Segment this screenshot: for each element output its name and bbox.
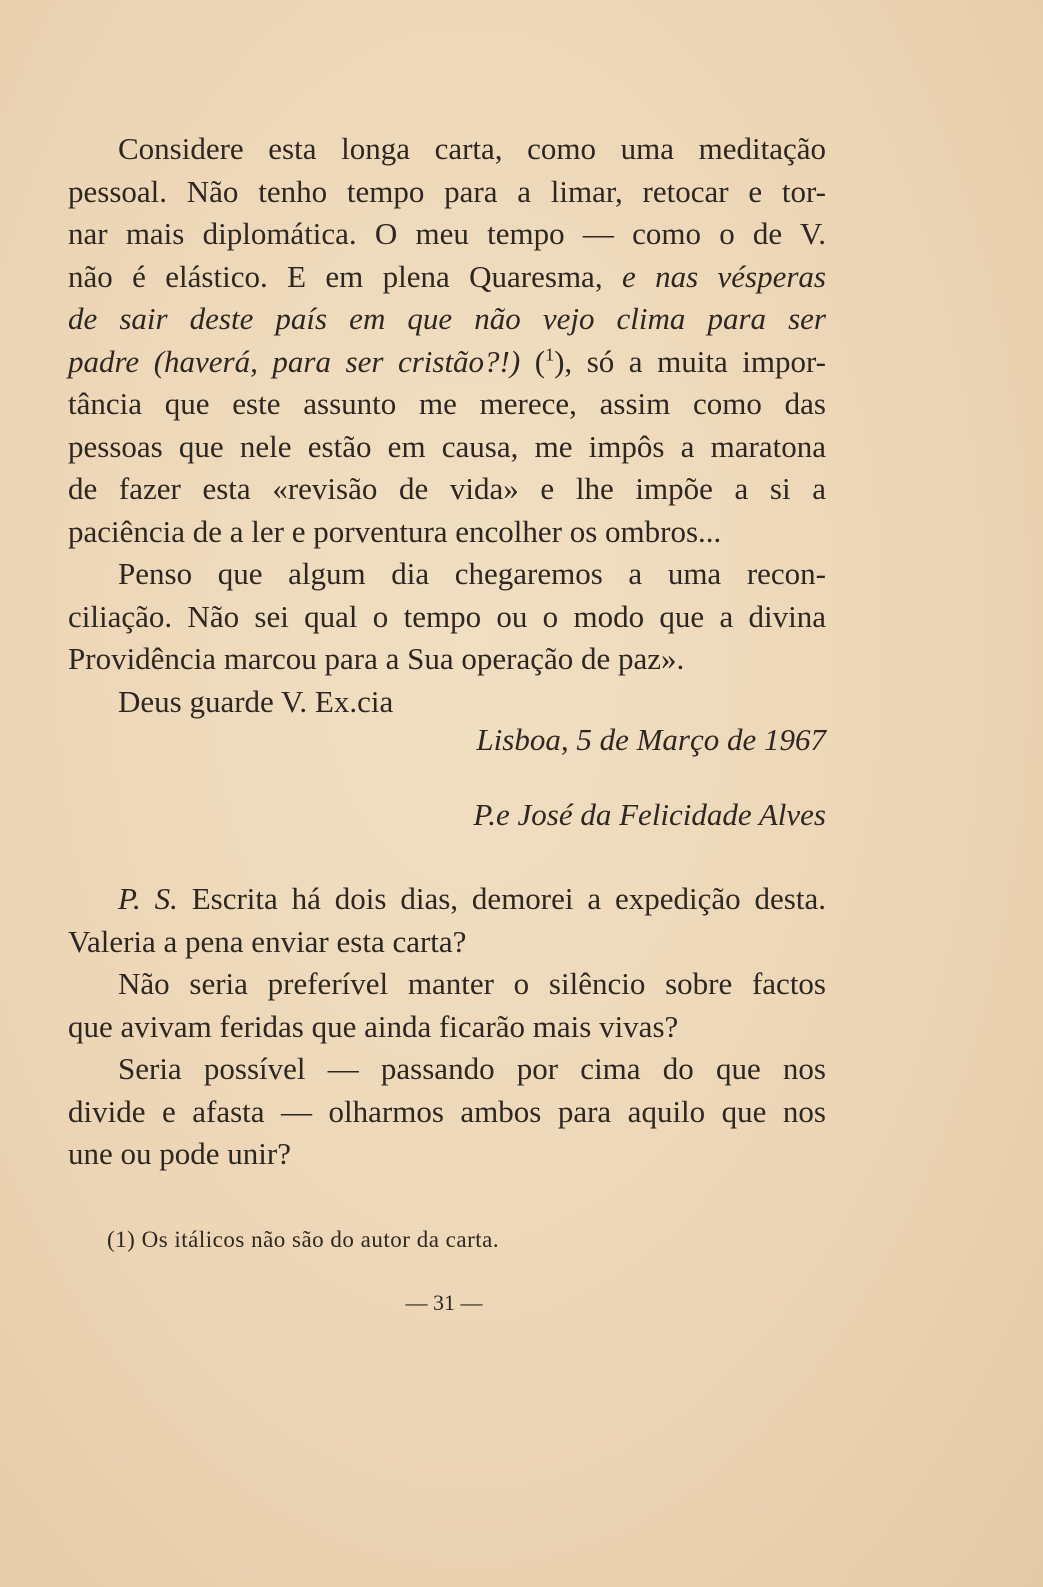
postscript-line: une ou pode unir?	[68, 1136, 291, 1171]
letter-line-italic: e nas vésperas	[621, 258, 826, 294]
footnote-reference: 1	[545, 344, 555, 365]
letter-line: de fazer esta «revisão de vida» e lhe impõe a si a	[68, 471, 826, 506]
footnote	[107, 1227, 499, 1253]
place-date: Lisboa, 5 de Março de 1967	[476, 722, 826, 757]
postscript-line: divide e afasta — olharmos ambos para aquilo que nos	[68, 1093, 826, 1129]
letter-line: nar mais diplomática. O meu tempo — como o de V.	[68, 216, 826, 251]
letter-line: Penso que algum dia chegaremos a uma recon-	[118, 556, 826, 591]
letter-line: padre (haverá, para ser cristão?!) ($^1$), só a muita impor-	[68, 343, 826, 379]
letter-line-italic: padre (haverá, para ser cristão?!)	[68, 343, 521, 379]
letter-body	[68, 128, 826, 723]
letter-line: tância que este assunto me merece, assim como das	[68, 386, 826, 421]
postscript-line	[68, 878, 826, 921]
letter-line-roman: , só a muita impor-	[564, 343, 826, 379]
postscript-line: Não seria preferível manter o silêncio sobre factos	[118, 966, 826, 1001]
letter-line: pessoal. Não tenho tempo para a limar, retocar e tor-	[68, 173, 826, 209]
footnote-text: Os itálicos não são do autor da carta.	[141, 1227, 500, 1252]
postscript-label: P. S.	[118, 881, 178, 916]
postscript-line: Valeria a pena enviar esta carta?	[68, 923, 467, 959]
postscript-line: Seria possível — passando por cima do que nos	[118, 1051, 826, 1086]
letter-line	[68, 256, 826, 299]
letter-line: paciência de a ler e porventura encolher os ombros...	[68, 513, 722, 549]
letter-line-roman: não é elástico. E em plena Quaresma,	[68, 258, 622, 294]
postscript-text: Escrita há dois dias, demorei a expedição desta.	[191, 881, 826, 916]
closing-line: Deus guarde V. Ex.cia	[118, 683, 394, 719]
signature: P.e José da Felicidade Alves	[473, 797, 826, 832]
postscript-line: que avivam feridas que ainda ficarão mais vivas?	[68, 1008, 679, 1044]
letter-line: Providência marcou para a Sua operação de paz».	[68, 641, 685, 676]
page-number: — 31 —	[405, 1290, 483, 1315]
letter-line: pessoas que nele estão em causa, me impôs a maratona	[68, 428, 826, 464]
postscript	[68, 878, 826, 1176]
letter-line: ciliação. Não sei qual o tempo ou o modo que a divina	[68, 598, 826, 634]
letter-line: Considere esta longa carta, como uma meditação	[118, 131, 826, 166]
footnote-mark: (1)	[107, 1227, 136, 1252]
letter-line: de sair deste país em que não vejo clima para ser	[68, 301, 826, 336]
